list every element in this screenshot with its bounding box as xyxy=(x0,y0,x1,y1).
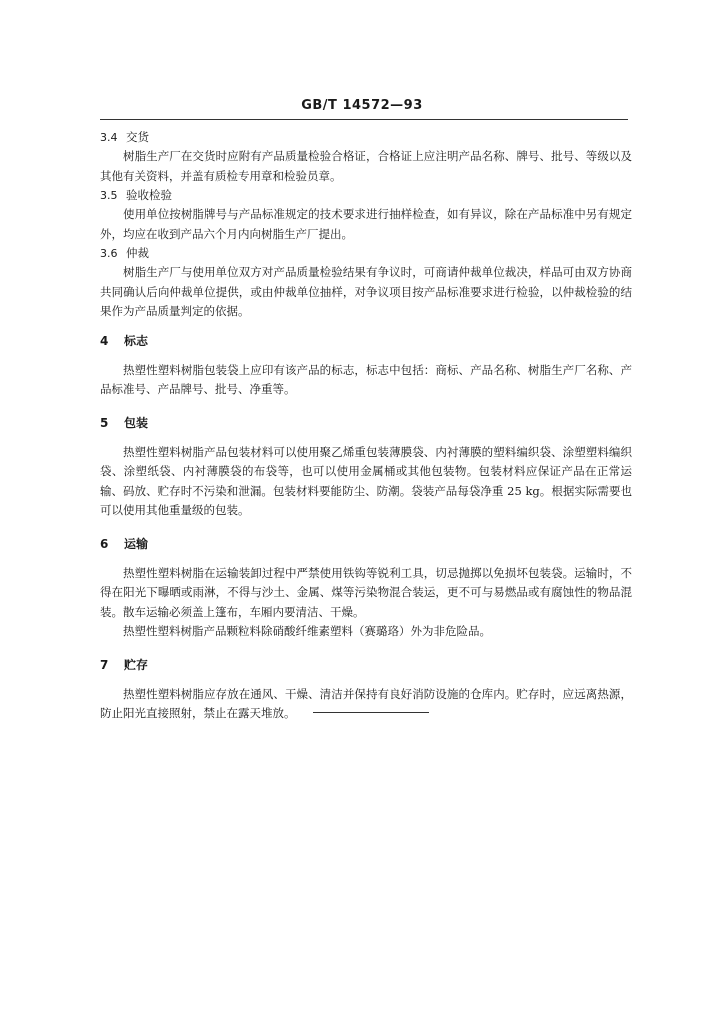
section-heading xyxy=(100,535,632,554)
clause-heading xyxy=(100,244,632,263)
section-heading xyxy=(100,656,632,675)
section-title: 标志 xyxy=(124,333,149,348)
clause-paragraph: 使用单位按树脂牌号与产品标准规定的技术要求进行抽样检查，如有异议，除在产品标准中另有规定外，均应在收到产品六个月内向树脂生产厂提出。 xyxy=(100,207,632,241)
clause-number: 3.4 xyxy=(100,131,118,144)
standard-code-header: GB/T 14572—93 xyxy=(301,98,423,113)
document-body xyxy=(100,128,632,724)
header-divider xyxy=(100,119,628,120)
clause-number: 3.5 xyxy=(100,189,118,202)
section-title: 贮存 xyxy=(124,657,149,672)
clause-paragraph: 树脂生产厂在交货时应附有产品质量检验合格证，合格证上应注明产品名称、牌号、批号、等级以及其他有关资料，并盖有质检专用章和检验员章。 xyxy=(100,149,632,183)
section-title: 运输 xyxy=(124,536,149,551)
section-heading xyxy=(100,414,632,433)
section-paragraph: 热塑性塑料树脂包装袋上应印有该产品的标志，标志中包括：商标、产品名称、树脂生产厂名称、产品标准号、产品牌号、批号、净重等。 xyxy=(100,362,632,396)
section-number: 4 xyxy=(100,333,109,348)
section-number: 7 xyxy=(100,657,109,672)
section-heading xyxy=(100,332,632,351)
section-paragraph: 热塑性塑料树脂应存放在通风、干燥、清洁并保持有良好消防设施的仓库内。贮存时，应远离热源，防止阳光直接照射，禁止在露天堆放。 xyxy=(100,686,632,720)
section-title: 包装 xyxy=(124,415,149,430)
clause-paragraph: 树脂生产厂与使用单位双方对产品质量检验结果有争议时，可商请仲裁单位裁决，样品可由双方协商共同确认后向仲裁单位提供，或由仲裁单位抽样，对争议项目按产品标准要求进行检验，以仲裁检验的结果作为产品质量判定的依据。 xyxy=(100,265,632,318)
section-paragraph: 热塑性塑料树脂产品包装材料可以使用聚乙烯重包装薄膜袋、内衬薄膜的塑料编织袋、涂塑塑料编织袋、涂塑纸袋、内衬薄膜袋的布袋等，也可以使用金属桶或其他包装物。包装材料应保证产品在正常运输、码放、贮存时不污染和泄漏。包装材料要能防尘、防潮。袋装产品每袋净重 25 kg。根据实际需要也可以使用其他重量级的包装。 xyxy=(100,444,632,517)
clause-number: 3.6 xyxy=(100,247,118,260)
clause-title: 仲裁 xyxy=(126,246,149,260)
clause-title: 交货 xyxy=(126,130,149,144)
clause-title: 验收检验 xyxy=(126,188,172,202)
section-number: 6 xyxy=(100,536,109,551)
section-paragraph: 热塑性塑料树脂在运输装卸过程中严禁使用铁钩等锐利工具，切忌抛掷以免损坏包装袋。运输时，不得在阳光下曝晒或雨淋，不得与沙土、金属、煤等污染物混合装运，更不可与易燃品或有腐蚀性的物品混装。散车运输必须盖上篷布，车厢内要清洁、干燥。 xyxy=(100,565,632,619)
clause-heading xyxy=(100,186,632,205)
section-number: 5 xyxy=(100,415,109,430)
end-of-document-rule xyxy=(313,712,429,713)
section-paragraph: 热塑性塑料树脂产品颗粒料除硝酸纤维素塑料（赛璐珞）外为非危险品。 xyxy=(123,624,491,638)
clause-heading xyxy=(100,128,632,147)
